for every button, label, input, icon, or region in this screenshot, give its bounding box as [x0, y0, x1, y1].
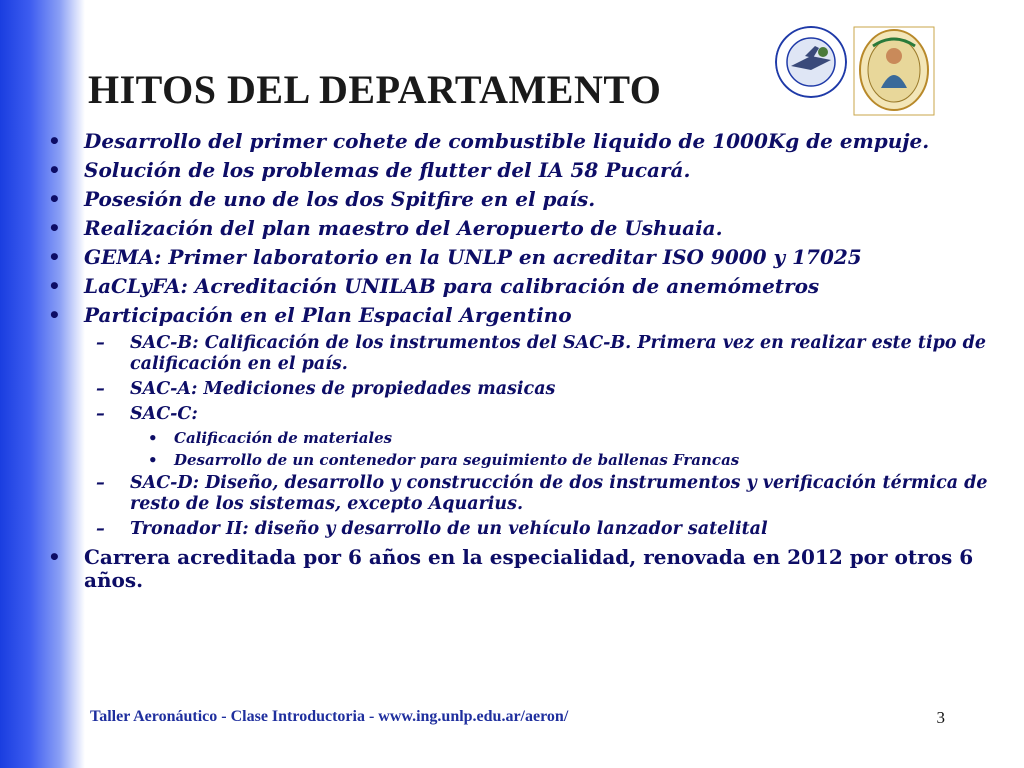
sub-item [48, 473, 988, 515]
bullet-text: Solución de los problemas de flutter del IA 58 Pucará. [84, 158, 691, 182]
university-crest-icon [853, 26, 935, 116]
sub-item [48, 333, 988, 375]
bullet-marker: • [48, 129, 61, 153]
sub-item-text: SAC-A: Mediciones de propiedades masicas [130, 379, 556, 399]
bullet-text: Posesión de uno de los dos Spitfire en el país. [84, 187, 596, 211]
bullet-text: Participación en el Plan Espacial Argentino [84, 303, 572, 327]
sub-item-text: Tronador II: diseño y desarrollo de un vehículo lanzador satelital [130, 519, 768, 539]
page-number: 3 [936, 708, 945, 727]
bullet-text: Realización del plan maestro del Aeropuerto de Ushuaia. [84, 216, 723, 240]
sub-sub-item-text: Calificación de materiales [174, 429, 393, 447]
department-logo-icon [775, 26, 847, 98]
bullet-item [48, 188, 988, 211]
bullet-text: Carrera acreditada por 6 años en la especialidad, renovada en 2012 por otros 6 años. [84, 545, 974, 592]
sub-item [48, 404, 988, 425]
bullet-marker: • [148, 451, 158, 469]
sub-item [48, 519, 988, 540]
bullet-marker: • [48, 187, 61, 211]
bullet-item [48, 246, 988, 269]
sub-item [48, 379, 988, 400]
dash-marker: – [96, 404, 105, 424]
sub-sub-item [48, 429, 988, 448]
sub-sub-item-text: Desarrollo de un contenedor para seguimiento de ballenas Francas [174, 451, 740, 469]
bullet-item [48, 304, 988, 327]
bullet-marker: • [48, 274, 61, 298]
bullet-item [48, 130, 988, 153]
bullet-marker: • [48, 303, 61, 327]
bullet-text: Desarrollo del primer cohete de combustible liquido de 1000Kg de empuje. [84, 129, 930, 153]
bullet-marker: • [48, 545, 61, 569]
dash-marker: – [96, 519, 105, 539]
dash-marker: – [96, 473, 105, 493]
slide-content [48, 130, 988, 598]
bullet-item [48, 275, 988, 298]
dash-marker: – [96, 379, 105, 399]
bullet-text: GEMA: Primer laboratorio en la UNLP en acreditar ISO 9000 y 17025 [84, 245, 862, 269]
sub-item-text: SAC-D: Diseño, desarrollo y construcción de dos instrumentos y verificación térmica de resto de los sistemas, excepto Aquarius. [130, 473, 988, 514]
bullet-marker: • [48, 216, 61, 240]
slide-title: HITOS DEL DEPARTAMENTO [88, 67, 662, 112]
bullet-marker: • [148, 429, 158, 447]
bullet-text: LaCLyFA: Acreditación UNILAB para calibración de anemómetros [84, 274, 820, 298]
bullet-marker: • [48, 158, 61, 182]
dash-marker: – [96, 333, 105, 353]
bullet-marker: • [48, 245, 61, 269]
sub-sub-item [48, 451, 988, 470]
bullet-item [48, 546, 988, 592]
bullet-item [48, 159, 988, 182]
sub-item-text: SAC-B: Calificación de los instrumentos del SAC-B. Primera vez en realizar este tipo de calificación en el país. [130, 333, 986, 374]
footer [90, 708, 945, 726]
bullet-item [48, 217, 988, 240]
sub-item-text: SAC-C: [130, 404, 198, 424]
footer-text: Taller Aeronáutico - Clase Introductoria - www.ing.unlp.edu.ar/aeron/ [90, 708, 569, 725]
